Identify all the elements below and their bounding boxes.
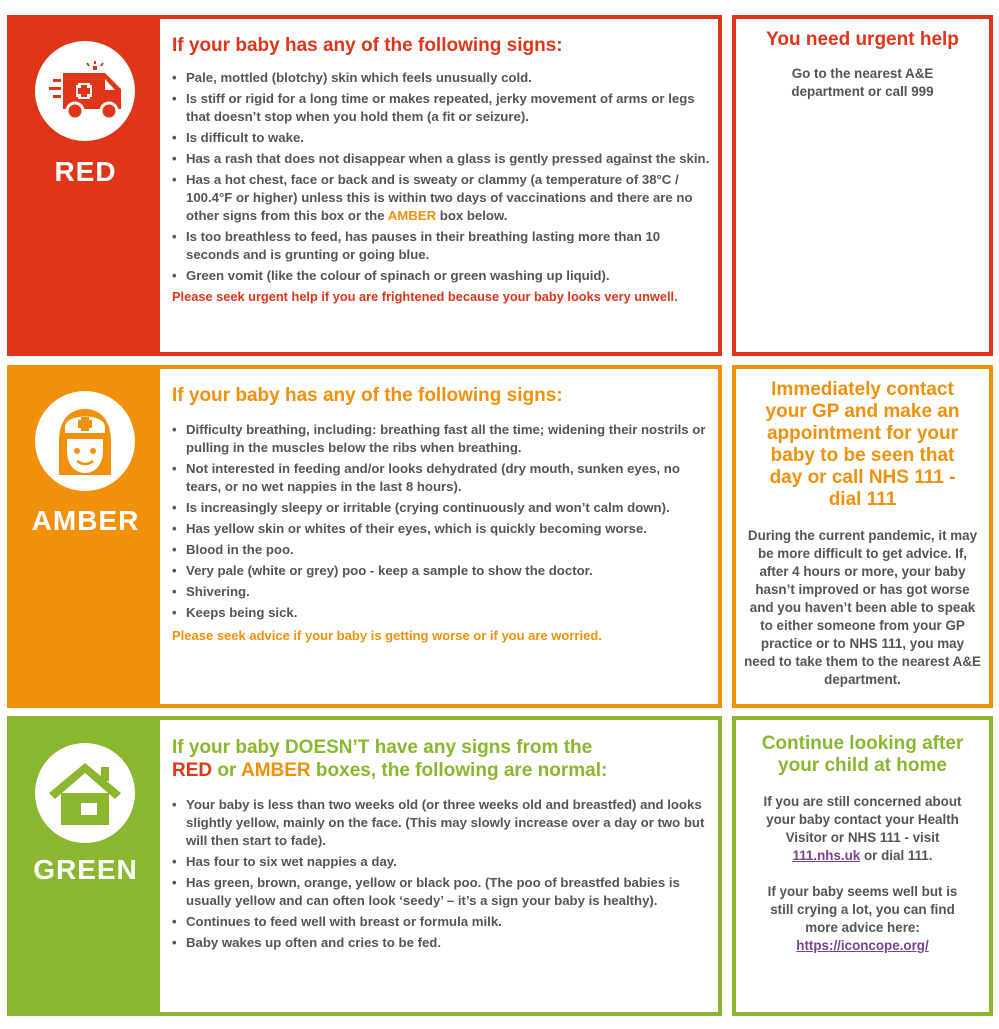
red-icon-circle: [35, 41, 135, 141]
green-row: [7, 716, 993, 1016]
red-sign: • Is too breathless to feed, has pauses in their breathing lasting more than 10 seconds and is grunting or going blue.: [172, 228, 710, 264]
green-sign: • Baby wakes up often and cries to be fed.: [172, 934, 710, 952]
red-sign: • Has a rash that does not disappear when a glass is gently pressed against the skin.: [172, 150, 710, 168]
red-action-panel: [732, 15, 993, 356]
red-row: [7, 15, 993, 356]
nurse-icon: [35, 391, 135, 491]
amber-signs-panel: [7, 365, 722, 708]
amber-content: [172, 369, 710, 645]
amber-action-text: During the current pandemic, it may be more difficult to get advice. If, after 4 hours or more, your baby hasn’t improved or has got worse and you haven’t been able to speak to either someone from your GP practice or to NHS 111, you may need to take them to the nearest A&E department.: [744, 528, 981, 687]
red-label: RED: [54, 156, 117, 187]
green-action-title: Continue looking after your child at home: [761, 733, 964, 776]
amber-heading: If your baby has any of the following signs:: [172, 385, 563, 406]
red-signs-panel: [7, 15, 722, 356]
amber-sign: • Blood in the poo.: [172, 541, 710, 559]
green-band: [11, 720, 160, 1012]
green-sign: • Has green, brown, orange, yellow or black poo. (The poo of breastfed babies is usually yellow and can often look ‘seedy’ – it’s a sign your baby is healthy).: [172, 874, 710, 910]
red-sign-temperature: • Has a hot chest, face or back and is sweaty or clammy (a temperature of 38°C / 100.4°F or higher) unless this is within two days of vaccinations and there are no other signs from this box or the AMBER box below.: [172, 171, 710, 225]
red-sign: • Is difficult to wake.: [172, 129, 710, 147]
amber-highlight: AMBER: [387, 208, 437, 223]
nhs-111-link[interactable]: 111.nhs.uk: [792, 848, 861, 863]
amber-row: [7, 365, 993, 708]
red-action-text: Go to the nearest A&E department or call 999: [791, 66, 934, 99]
green-sign: • Has four to six wet nappies a day.: [172, 853, 710, 871]
red-sign: • Green vomit (like the colour of spinach or green washing up liquid).: [172, 267, 710, 285]
amber-label: AMBER: [31, 505, 140, 536]
red-sign: • Pale, mottled (blotchy) skin which feels unusually cold.: [172, 69, 710, 87]
amber-icon-circle: [35, 391, 135, 491]
amber-highlight: AMBER: [240, 760, 311, 781]
red-note: Please seek urgent help if you are frightened because your baby looks very unwell.: [172, 289, 678, 304]
green-icon-circle: [35, 743, 135, 843]
green-signs-panel: [7, 716, 722, 1016]
green-sign: • Continues to feed well with breast or formula milk.: [172, 913, 710, 931]
red-content: [172, 19, 710, 306]
amber-note: Please seek advice if your baby is getting worse or if you are worried.: [172, 628, 602, 643]
red-band: [11, 19, 160, 352]
amber-sign: • Difficulty breathing, including: breathing fast all the time; widening their nostrils or pulling in the muscles below the ribs when breathing.: [172, 421, 710, 457]
green-action-text-2: If your baby seems well but is still crying a lot, you can find more advice here: https://iconcope.org/: [767, 884, 958, 953]
amber-sign: • Has yellow skin or whites of their eyes, which is quickly becoming worse.: [172, 520, 710, 538]
amber-action-title: Immediately contact your GP and make an appointment for your baby to be seen that day or call NHS 111 - dial 111: [765, 379, 960, 510]
amber-action-panel: [732, 365, 993, 708]
green-sign: • Your baby is less than two weeks old (or three weeks old and breastfed) and looks slightly yellow, mainly on the face. (This may slowly increase over a day or two but will then start to fade).: [172, 796, 710, 850]
green-heading: If your baby DOESN’T have any signs from the RED or AMBER boxes, the following are normal:: [172, 737, 608, 781]
amber-band: [11, 369, 160, 704]
amber-sign: • Is increasingly sleepy or irritable (crying continuously and won’t calm down).: [172, 499, 710, 517]
red-action-title: You need urgent help: [766, 29, 959, 50]
home-icon: [35, 743, 135, 843]
green-label: GREEN: [33, 854, 138, 885]
amber-sign: • Keeps being sick.: [172, 604, 710, 622]
ambulance-icon: [35, 41, 135, 141]
green-action-panel: [732, 716, 993, 1016]
green-action-text-1: If you are still concerned about your baby contact your Health Visitor or NHS 111 - visit 111.nhs.uk or dial 111.: [763, 794, 962, 863]
red-heading: If your baby has any of the following signs:: [172, 35, 563, 56]
amber-sign: • Very pale (white or grey) poo - keep a sample to show the doctor.: [172, 562, 710, 580]
iconcope-link[interactable]: https://iconcope.org/: [796, 938, 929, 953]
amber-sign: • Shivering.: [172, 583, 710, 601]
green-content: [172, 720, 710, 955]
amber-sign-list: [172, 421, 710, 622]
red-sign-list: [172, 69, 710, 285]
amber-sign: • Not interested in feeding and/or looks dehydrated (dry mouth, sunken eyes, no tears, or no wet nappies in the last 8 hours).: [172, 460, 710, 496]
red-sign: • Is stiff or rigid for a long time or makes repeated, jerky movement of arms or legs that doesn’t stop when you hold them (a fit or seizure).: [172, 90, 710, 126]
green-sign-list: [172, 796, 710, 952]
red-highlight: RED: [172, 760, 213, 781]
